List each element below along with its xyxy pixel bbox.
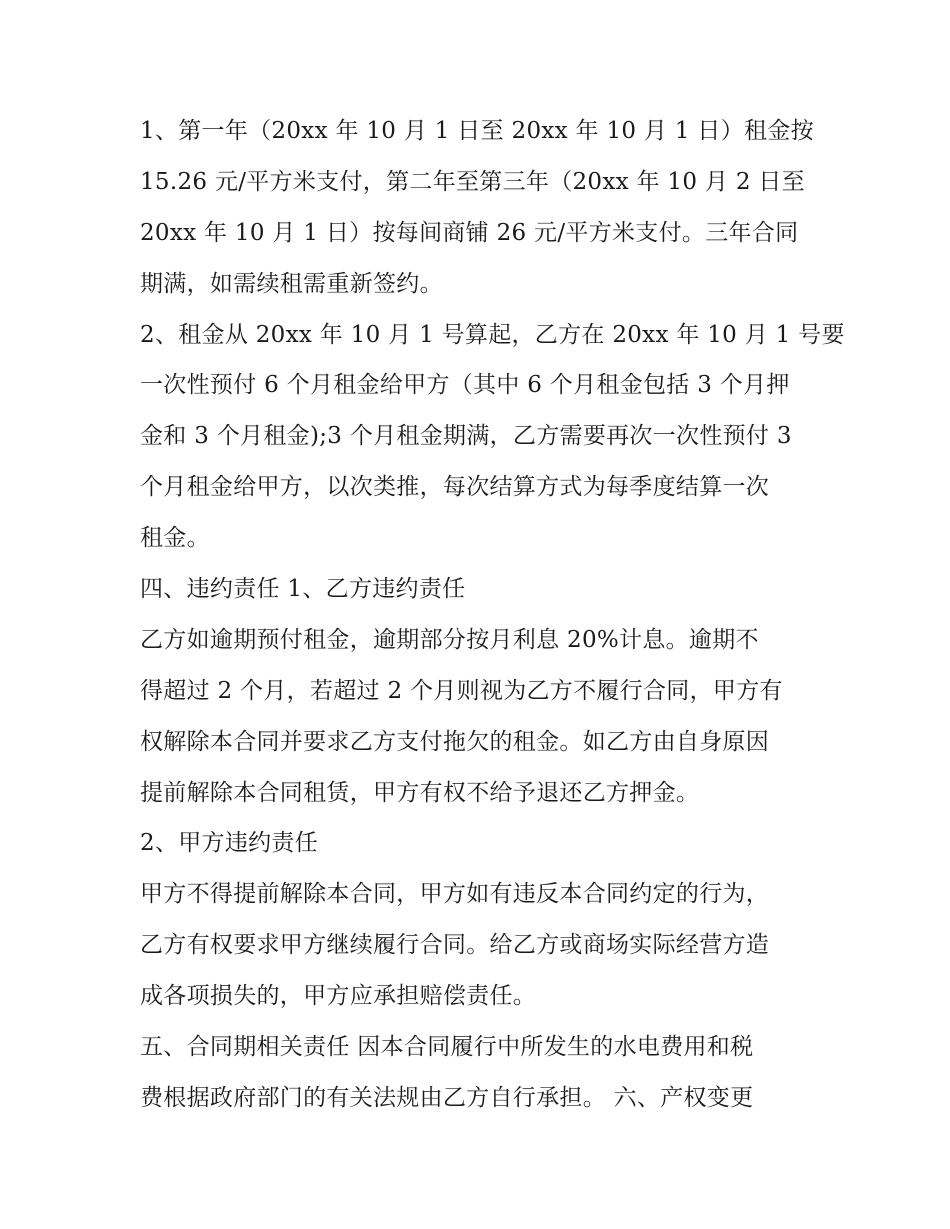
text-line: 15.26 元/平方米支付，第二年至第三年（20xx 年 10 月 2 日至 [140, 168, 805, 195]
text-line: 乙方如逾期预付租金，逾期部分按月利息 20%计息。逾期不 [140, 626, 759, 653]
document-body [140, 106, 845, 1124]
text-line: 2、租金从 20xx 年 10 月 1 号算起，乙方在 20xx 年 10 月 1 号要 [140, 321, 845, 348]
text-line: 五、合同期相关责任 因本合同履行中所发生的水电费用和税 [140, 1034, 754, 1061]
text-line: 得超过 2 个月，若超过 2 个月则视为乙方不履行合同，甲方有 [140, 677, 783, 704]
text-line: 租金。 [140, 525, 210, 552]
text-line: 提前解除本合同租赁，甲方有权不给予退还乙方押金。 [140, 779, 700, 806]
text-line: 1、第一年（20xx 年 10 月 1 日至 20xx 年 10 月 1 日）租金按 [140, 118, 814, 144]
section-heading: 2、甲方违约责任 [140, 830, 319, 857]
text-line: 期满，如需续租需重新签约。 [140, 270, 443, 297]
text-line: 乙方有权要求甲方继续履行合同。给乙方或商场实际经营方造 [140, 932, 770, 959]
text-line: 20xx 年 10 月 1 日）按每间商铺 26 元/平方米支付。三年合同 [140, 219, 799, 246]
text-line: 费根据政府部门的有关法规由乙方自行承担。 六、产权变更 [140, 1084, 754, 1111]
text-line: 金和 3 个月租金);3 个月租金期满，乙方需要再次一次性预付 3 [140, 423, 792, 450]
text-line: 一次性预付 6 个月租金给甲方（其中 6 个月租金包括 3 个月押 [140, 372, 790, 399]
section-heading: 四、违约责任 1、乙方违约责任 [140, 576, 466, 603]
text-line: 权解除本合同并要求乙方支付拖欠的租金。如乙方由自身原因 [140, 728, 770, 755]
text-line: 甲方不得提前解除本合同，甲方如有违反本合同约定的行为， [140, 881, 770, 908]
text-line: 个月租金给甲方，以次类推，每次结算方式为每季度结算一次 [140, 474, 770, 501]
text-line: 成各项损失的，甲方应承担赔偿责任。 [140, 983, 537, 1010]
